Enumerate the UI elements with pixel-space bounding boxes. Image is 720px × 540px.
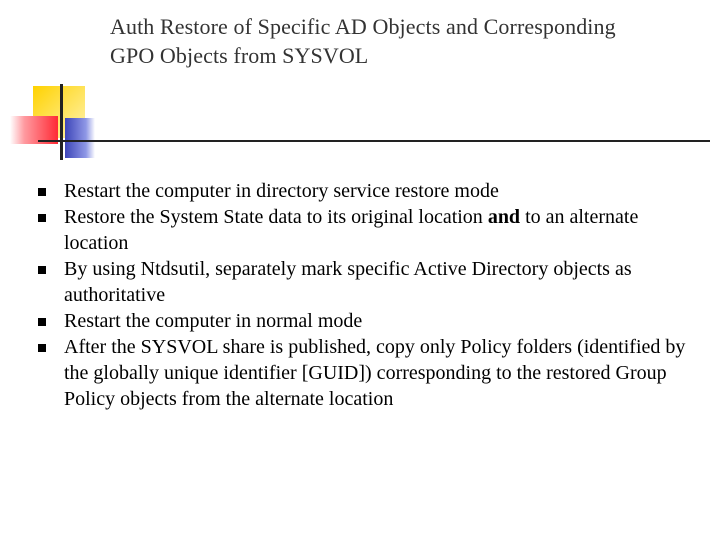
bullet-text: After the SYSVOL share is published, copy only Policy folders (identified by the globally unique identifier [GUID]) corresponding to the restored Group Policy objects from the alternate location xyxy=(64,336,686,410)
bullet-text: Restart the computer in normal mode xyxy=(64,310,363,332)
bullet-text: Restart the computer in directory service restore mode xyxy=(64,180,499,202)
bullet-text: By using Ntdsutil, separately mark specific Active Directory objects as authoritative xyxy=(64,258,632,306)
bullet-list xyxy=(36,178,696,412)
bullet-item xyxy=(36,256,696,308)
logo-blue-square xyxy=(65,118,95,158)
title-divider-line xyxy=(38,140,710,142)
slide-title xyxy=(110,12,700,70)
slide-title-line-1: Auth Restore of Specific AD Objects and Corresponding xyxy=(110,14,616,39)
square-bullet-icon xyxy=(38,318,46,326)
square-bullet-icon xyxy=(38,188,46,196)
square-bullet-icon xyxy=(38,266,46,274)
square-bullet-icon xyxy=(38,344,46,352)
bullet-item xyxy=(36,178,696,204)
logo-vertical-line xyxy=(60,84,63,160)
square-bullet-icon xyxy=(38,214,46,222)
bullet-item xyxy=(36,204,696,256)
bullet-item xyxy=(36,308,696,334)
bullet-item xyxy=(36,334,696,412)
bullet-text-bold: and xyxy=(487,206,521,228)
bullet-text-after: to an alternate location xyxy=(64,206,639,254)
bullet-text-before: Restore the System State data to its original location xyxy=(64,206,488,228)
slide-title-line-2: GPO Objects from SYSVOL xyxy=(110,43,369,68)
